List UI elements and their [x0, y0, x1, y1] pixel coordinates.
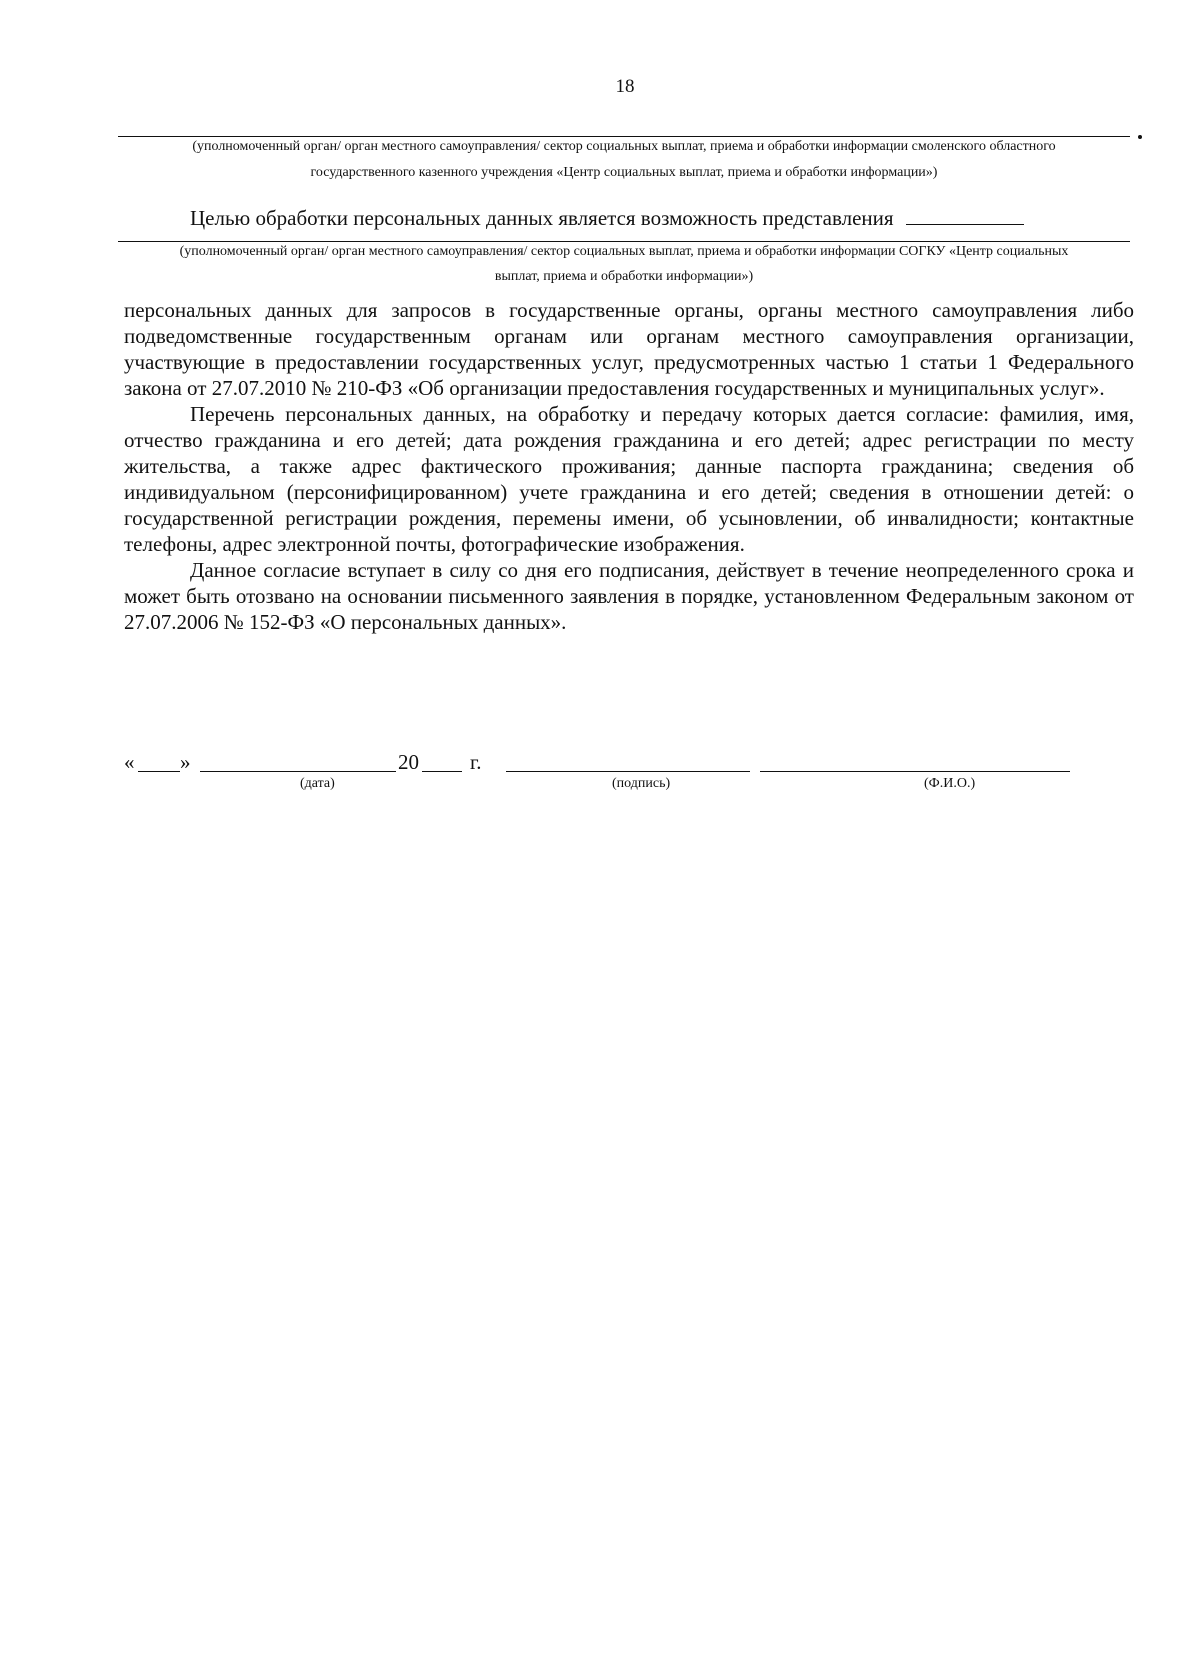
- purpose-sentence-text: Целью обработки персональных данных является возможность представления: [190, 206, 894, 230]
- date-close-quote: »: [180, 750, 191, 774]
- day-blank[interactable]: [138, 771, 180, 772]
- signature-caption: (подпись): [612, 776, 671, 791]
- paragraph-data-list: Перечень персональных данных, на обработку и передачу которых дается согласие: фамилия, имя, отчество гражданина и его детей; дата рождения гражданина и его детей; адрес регистрации по месту жительства, а также адрес фактического проживания; данные паспорта гражданина; сведения об индивидуальном (персонифицированном) учете гражданина и его детей; сведения в отношении детей: о государственной регистрации рождения, перемены имени, об усыновлении, об инвалидности; контактные телефоны, адрес электронной почты, фотографические изображения.: [124, 402, 1134, 556]
- purpose-sentence: [124, 204, 1134, 231]
- month-blank[interactable]: [200, 771, 396, 772]
- header-caption-line-2: государственного казенного учреждения «Центр социальных выплат, приема и обработки информации»): [310, 165, 938, 180]
- name-caption: (Ф.И.О.): [924, 776, 976, 791]
- year-prefix: 20: [398, 750, 419, 774]
- header-caption-line-1: (уполномоченный орган/ орган местного самоуправления/ сектор социальных выплат, приема и обработки информации смоленского областного: [192, 139, 1056, 154]
- date-open-quote: «: [124, 750, 135, 774]
- stray-dot: [1138, 135, 1142, 139]
- body-text: [124, 297, 1134, 635]
- date-caption: (дата): [300, 776, 335, 791]
- year-blank[interactable]: [422, 771, 462, 772]
- purpose-caption-line-1: (уполномоченный орган/ орган местного самоуправления/ сектор социальных выплат, приема и обработки информации СОГКУ «Центр социальных: [179, 244, 1069, 259]
- page-number: 18: [615, 76, 635, 97]
- purpose-fill-line: [118, 241, 1130, 242]
- purpose-caption-line-2: выплат, приема и обработки информации»): [494, 269, 754, 284]
- year-suffix: г.: [470, 750, 482, 774]
- purpose-fill-blank[interactable]: [906, 204, 1024, 225]
- name-blank[interactable]: [760, 771, 1070, 772]
- header-fill-line: [118, 136, 1130, 137]
- paragraph-purpose-continuation: персональных данных для запросов в государственные органы, органы местного самоуправления либо подведомственные государственным органам или органам местного самоуправления организации, участвующие в предоставлении государственных услуг, предусмотренных частью 1 статьи 1 Федерального закона от 27.07.2010 № 210-ФЗ «Об организации предоставления государственных и муниципальных услуг».: [124, 298, 1134, 400]
- paragraph-validity: Данное согласие вступает в силу со дня его подписания, действует в течение неопределенного срока и может быть отозвано на основании письменного заявления в порядке, установленном Федеральным законом от 27.07.2006 № 152-ФЗ «О персональных данных».: [124, 558, 1134, 634]
- signature-blank[interactable]: [506, 771, 750, 772]
